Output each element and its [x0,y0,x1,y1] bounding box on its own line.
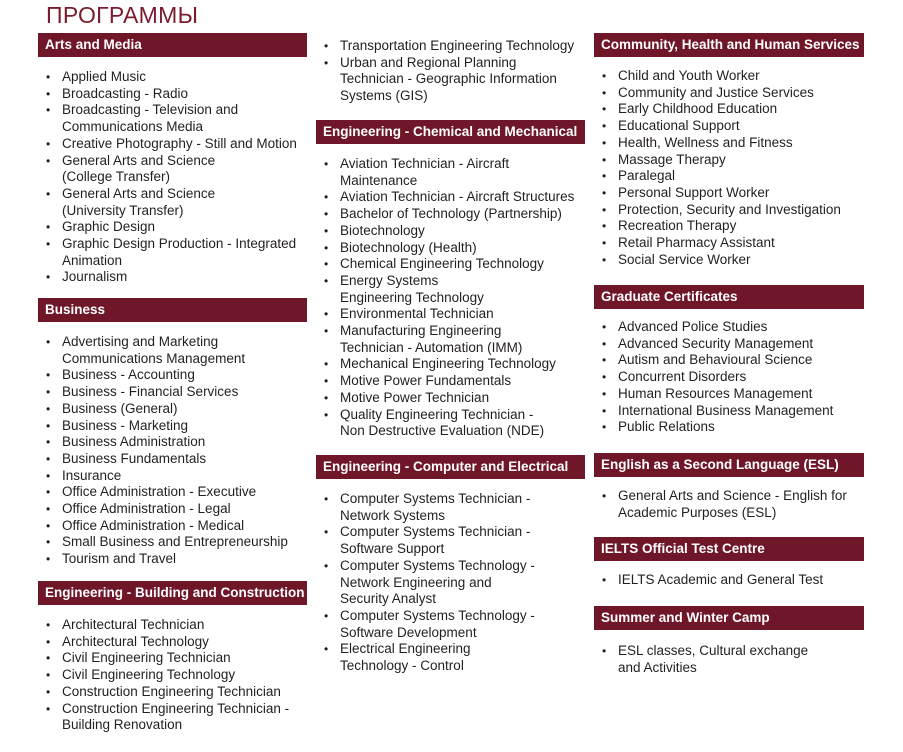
program-item: • Aviation Technician - Aircraft Structures [316,189,585,206]
program-item: • Civil Engineering Technology [38,667,307,684]
section-header: Graduate Certificates [594,285,864,309]
section-header: IELTS Official Test Centre [594,537,864,561]
program-item: • Community and Justice Services [594,85,864,102]
program-item: • Protection, Security and Investigation [594,202,864,219]
program-item: • Computer Systems Technology - Software Development [316,608,585,641]
page-title: ПРОГРАММЫ [46,2,199,28]
program-item: • Architectural Technician [38,617,307,634]
program-item: • Early Childhood Education [594,101,864,118]
section-header: Business [38,298,307,322]
program-item: • Aviation Technician - Aircraft Maintenance [316,156,585,189]
program-item: • Electrical Engineering Technology - Control [316,641,585,674]
section-engineering-computer [316,455,585,675]
program-list [316,491,585,675]
section-ielts [594,537,864,589]
program-item: • General Arts and Science (College Transfer) [38,153,307,186]
section-header: Arts and Media [38,33,307,57]
program-item: • Recreation Therapy [594,218,864,235]
program-item: • General Arts and Science (University Transfer) [38,186,307,219]
program-item: • Child and Youth Worker [594,68,864,85]
program-item: • Bachelor of Technology (Partnership) [316,206,585,223]
program-list [38,69,307,286]
program-item: • Motive Power Fundamentals [316,373,585,390]
program-item: • Paralegal [594,168,864,185]
program-item: • General Arts and Science - English for Academic Purposes (ESL) [594,488,864,521]
section-header: Summer and Winter Camp [594,606,864,630]
program-item: • Business (General) [38,401,307,418]
program-item: • Environmental Technician [316,306,585,323]
program-item: • ESL classes, Cultural exchange and Activities [594,643,864,676]
program-item: • Applied Music [38,69,307,86]
program-item: • Chemical Engineering Technology [316,256,585,273]
program-item: • Health, Wellness and Fitness [594,135,864,152]
program-item: • Office Administration - Executive [38,484,307,501]
program-list [38,334,307,568]
program-list [594,319,864,436]
program-list [38,617,307,734]
program-item: • Civil Engineering Technician [38,650,307,667]
section-header: Community, Health and Human Services [594,33,864,57]
program-item: • International Business Management [594,403,864,420]
program-list [594,572,864,589]
section-engineering-chemical [316,120,585,440]
program-list [594,488,864,521]
program-item: • Social Service Worker [594,252,864,269]
program-item: • Energy Systems Engineering Technology [316,273,585,306]
program-item: • Tourism and Travel [38,551,307,568]
program-item: • Autism and Behavioural Science [594,352,864,369]
program-item: • Advanced Security Management [594,336,864,353]
section-arts-media [38,33,307,286]
program-item: • Business - Accounting [38,367,307,384]
program-list [316,156,585,440]
program-item: • Business Fundamentals [38,451,307,468]
section-graduate-certificates [594,285,864,436]
program-item: • Business - Marketing [38,418,307,435]
program-item: • Human Resources Management [594,386,864,403]
program-item: • Construction Engineering Technician [38,684,307,701]
program-item: • Graphic Design Production - Integrated Animation [38,236,307,269]
program-item: • Creative Photography - Still and Motion [38,136,307,153]
section-engineering-building [38,581,307,734]
program-item: • Architectural Technology [38,634,307,651]
program-item: • Public Relations [594,419,864,436]
program-item: • Concurrent Disorders [594,369,864,386]
program-item: • Advanced Police Studies [594,319,864,336]
section-header: Engineering - Chemical and Mechanical [316,120,585,144]
program-list [316,38,585,105]
program-item: • Small Business and Entrepreneurship [38,534,307,551]
program-item: • Business Administration [38,434,307,451]
program-item: • Broadcasting - Television and Communications Media [38,102,307,135]
program-item: • Construction Engineering Technician - Building Renovation [38,701,307,734]
program-item: • Computer Systems Technician - Software Support [316,524,585,557]
program-item: • Insurance [38,468,307,485]
section-header: Engineering - Building and Construction [38,581,307,605]
program-item: • Broadcasting - Radio [38,86,307,103]
program-item: • Biotechnology [316,223,585,240]
section-engineering-continued [316,38,585,105]
program-item: • Quality Engineering Technician - Non Destructive Evaluation (NDE) [316,407,585,440]
program-item: • Biotechnology (Health) [316,240,585,257]
program-item: • Mechanical Engineering Technology [316,356,585,373]
program-item: • Journalism [38,269,307,286]
program-item: • Graphic Design [38,219,307,236]
section-community-health [594,33,864,268]
section-esl [594,453,864,521]
program-item: • Business - Financial Services [38,384,307,401]
program-item: • Office Administration - Legal [38,501,307,518]
program-item: • Educational Support [594,118,864,135]
program-item: • Retail Pharmacy Assistant [594,235,864,252]
program-item: • Advertising and Marketing Communications Management [38,334,307,367]
program-item: • Urban and Regional Planning Technician - Geographic Information Systems (GIS) [316,55,585,105]
program-item: • Transportation Engineering Technology [316,38,585,55]
section-business [38,298,307,568]
program-item: • Personal Support Worker [594,185,864,202]
section-header: English as a Second Language (ESL) [594,453,864,477]
program-item: • Computer Systems Technician - Network Systems [316,491,585,524]
program-item: • Computer Systems Technology - Network Engineering and Security Analyst [316,558,585,608]
program-item: • Massage Therapy [594,152,864,169]
section-camp [594,606,864,676]
program-item: • Motive Power Technician [316,390,585,407]
program-list [594,643,864,676]
program-list [594,68,864,268]
program-item: • Manufacturing Engineering Technician - Automation (IMM) [316,323,585,356]
program-item: • Office Administration - Medical [38,518,307,535]
section-header: Engineering - Computer and Electrical [316,455,585,479]
program-item: • IELTS Academic and General Test [594,572,864,589]
